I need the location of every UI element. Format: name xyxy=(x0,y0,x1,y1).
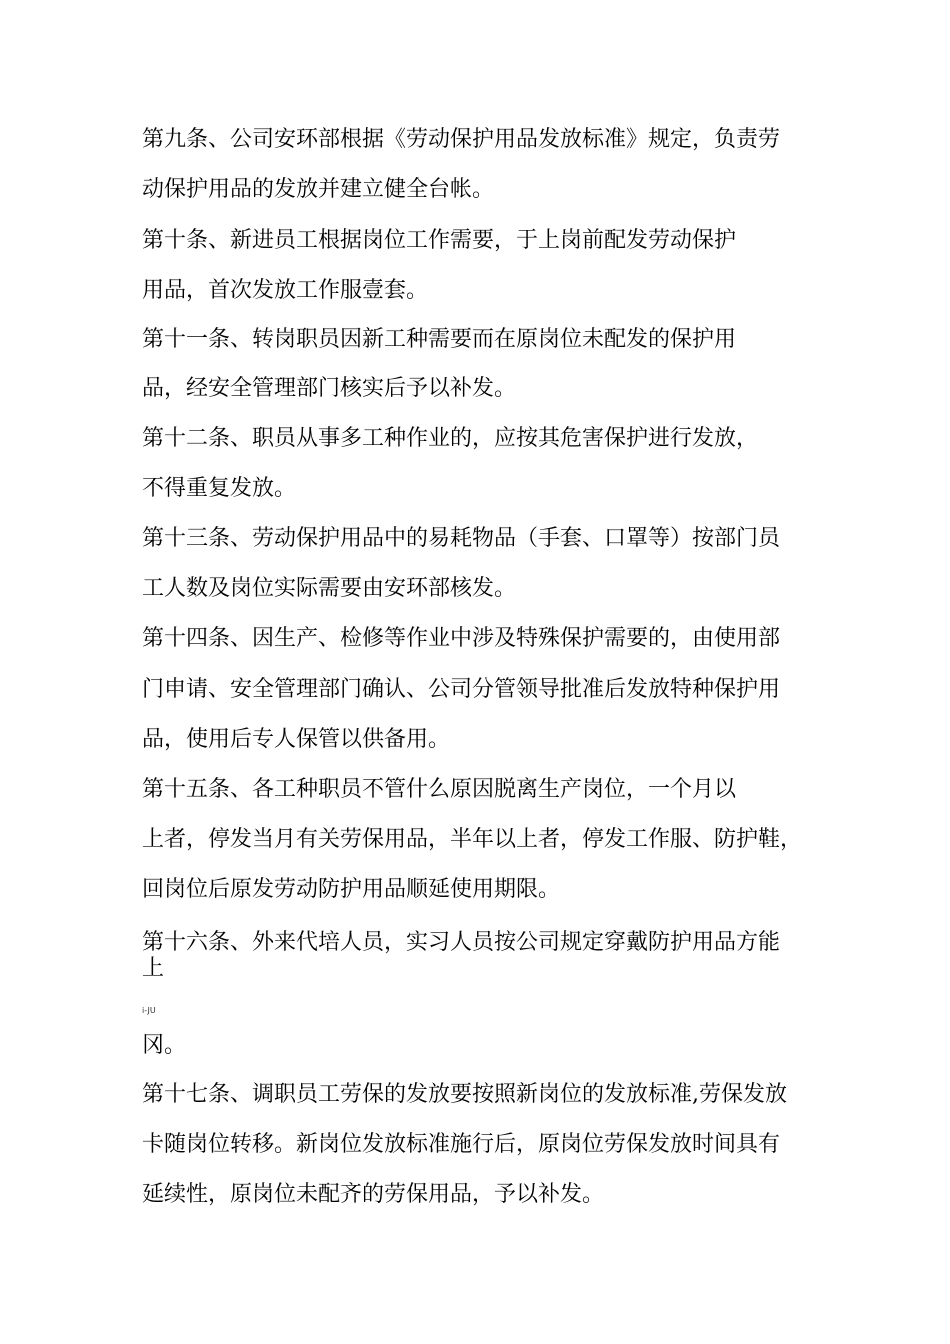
article-17-line-2: 卡随岗位转移。新岗位发放标准施行后，原岗位劳保发放时间具有 xyxy=(142,1132,781,1157)
article-13-line-1: 第十三条、劳动保护用品中的易耗物品（手套、口罩等）按部门员 xyxy=(142,526,781,551)
article-14-line-3: 品，使用后专人保管以供备用。 xyxy=(142,727,451,752)
article-9-line-1: 第九条、公司安环部根据《劳动保护用品发放标准》规定，负责劳 xyxy=(142,127,781,152)
article-17-line-1: 第十七条、调职员工劳保的发放要按照新岗位的发放标准,劳保发放 xyxy=(142,1082,787,1107)
article-13-line-2: 工人数及岗位实际需要由安环部核发。 xyxy=(142,576,517,601)
article-15-line-1: 第十五条、各工种职员不管什么原因脱离生产岗位，一个月以 xyxy=(142,777,737,802)
article-16-line-3: 冈。 xyxy=(142,1033,187,1058)
article-11-line-2: 品，经安全管理部门核实后予以补发。 xyxy=(142,376,517,401)
article-14-line-1: 第十四条、因生产、检修等作业中涉及特殊保护需要的，由使用部 xyxy=(142,626,781,651)
article-17-line-3: 延续性，原岗位未配齐的劳保用品，予以补发。 xyxy=(142,1182,605,1207)
article-10-line-2: 用品，首次发放工作服壹套。 xyxy=(142,278,429,303)
article-15-line-2: 上者，停发当月有关劳保用品，半年以上者，停发工作服、防护鞋， xyxy=(142,827,803,852)
article-9-line-2: 动保护用品的发放并建立健全台帐。 xyxy=(142,177,495,202)
article-14-line-2: 门申请、安全管理部门确认、公司分管领导批准后发放特种保护用 xyxy=(142,677,781,702)
article-15-line-3: 回岗位后原发劳动防护用品顺延使用期限。 xyxy=(142,877,561,902)
scan-artifact-text: i-JU xyxy=(142,1006,156,1015)
article-11-line-1: 第十一条、转岗职员因新工种需要而在原岗位未配发的保护用 xyxy=(142,327,737,352)
article-12-line-2: 不得重复发放。 xyxy=(142,476,297,501)
article-12-line-1: 第十二条、职员从事多工种作业的，应按其危害保护进行发放， xyxy=(142,426,759,451)
article-16-line-1: 第十六条、外来代培人员，实习人员按公司规定穿戴防护用品方能 xyxy=(142,930,781,955)
article-10-line-1: 第十条、新进员工根据岗位工作需要，于上岗前配发劳动保护 xyxy=(142,228,737,253)
article-16-line-2: 上 xyxy=(142,956,165,981)
